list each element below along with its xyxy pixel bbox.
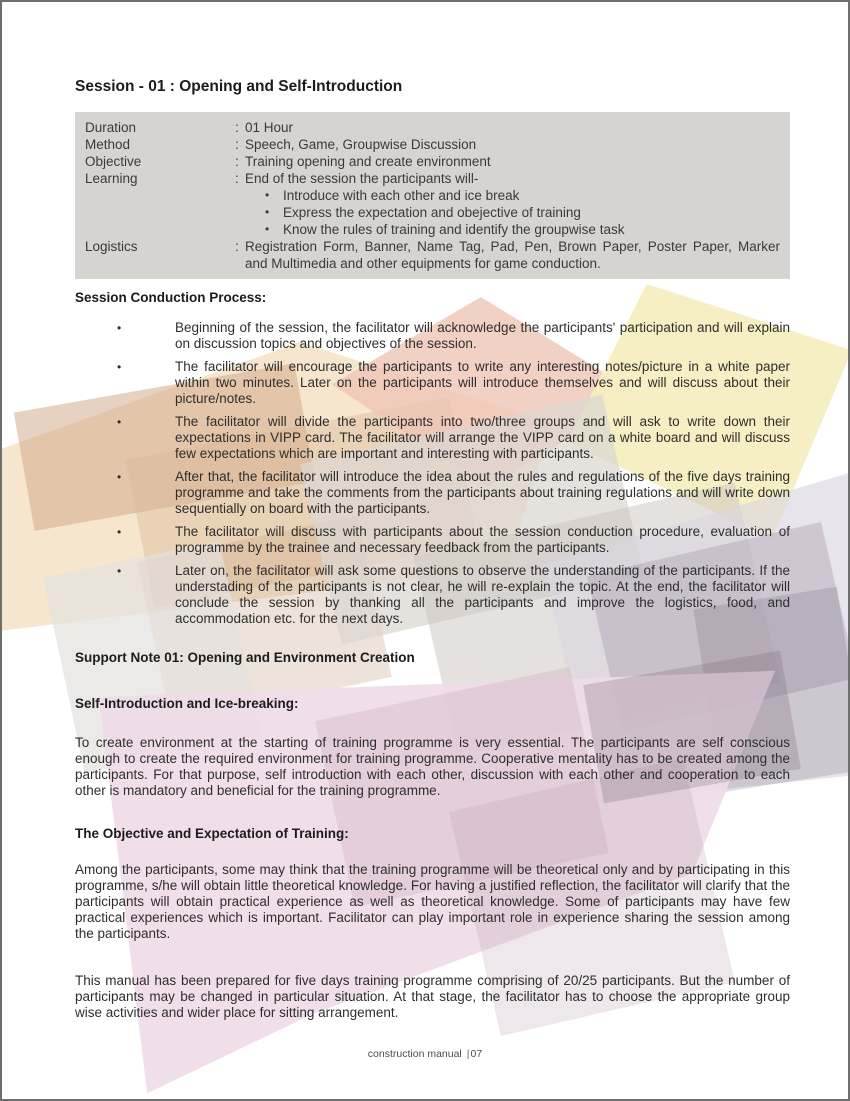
learning-bullet-item — [265, 221, 780, 238]
list-item — [75, 563, 790, 627]
footer-page-number: 07 — [470, 1048, 483, 1060]
list-item-text: The facilitator will encourage the participants to write any interesting notes/picture in a white paper within two minutes. Later on the participants will introduce themselves and will discuss about their picture/notes. — [175, 359, 790, 406]
colon-separator: : — [235, 171, 239, 186]
bullet-icon: • — [117, 470, 122, 484]
list-item — [75, 524, 790, 556]
list-item — [75, 414, 790, 462]
info-row-objective — [85, 153, 780, 170]
list-item — [75, 359, 790, 407]
conduction-process-heading: Session Conduction Process: — [75, 290, 267, 305]
info-value: Registration Form, Banner, Name Tag, Pad, Pen, Brown Paper, Poster Paper, Marker and Multimedia and other equipments for game conduction. — [245, 239, 780, 271]
info-value: End of the session the participants will- — [245, 171, 479, 186]
info-value: Training opening and create environment — [245, 154, 491, 169]
colon-separator: : — [235, 154, 239, 169]
support-note-heading: Support Note 01: Opening and Environment Creation — [75, 650, 415, 665]
colon-separator: : — [235, 239, 239, 254]
learning-bullet-text: Express the expectation and obejective of training — [283, 205, 581, 220]
list-item — [75, 320, 790, 352]
learning-bullet-text: Introduce with each other and ice break — [283, 188, 520, 203]
session-info-box — [75, 112, 790, 279]
colon-separator: : — [235, 137, 239, 152]
info-value: Speech, Game, Groupwise Discussion — [245, 137, 477, 152]
bullet-icon: • — [117, 415, 122, 429]
list-item — [75, 469, 790, 517]
info-label: Method — [85, 137, 131, 152]
info-row-method — [85, 136, 780, 153]
info-row-logistics — [85, 238, 780, 272]
list-item-text: The facilitator will divide the participants into two/three groups and will ask to write down their expectations in VIPP card. The facilitator will arrange the VIPP card on a white board and will discuss few expectations which are important and interesting with participants. — [175, 414, 790, 461]
page-footer — [0, 1048, 850, 1060]
info-row-learning — [85, 170, 780, 187]
info-row-duration — [85, 119, 780, 136]
conduction-process-list — [75, 320, 790, 634]
footer-separator: | — [466, 1048, 470, 1060]
objective-expectation-paragraph-1: Among the participants, some may think that the training programme will be theoretical only and by participating in this programme, s/he will obtain little theoretical knowledge. For having a justified reflection, the facilitator will clarify that the participants will obtain practical experience as well as theoretical knowledge. Some of participants may have few practical experiences which is important. Facilitator can play important role in experience sharing the session among the participants. — [75, 862, 790, 941]
ice-breaking-paragraph: To create environment at the starting of training programme is very essential. The participants are self conscious enough to create the required environment for training programme. Cooperative mentality has to be created among the participants. For that purpose, self introduction with each other, discussion with each other and cooperation to each other is mandatory and beneficial for the training programme. — [75, 735, 790, 798]
ice-breaking-heading: Self-Introduction and Ice-breaking: — [75, 696, 299, 711]
bullet-icon: • — [117, 564, 122, 578]
bullet-icon: • — [117, 525, 122, 539]
bullet-icon: • — [117, 321, 122, 335]
bullet-icon: • — [117, 360, 122, 374]
list-item-text: Beginning of the session, the facilitator will acknowledge the participants' participation and will explain on discussion topics and objectives of the session. — [175, 320, 790, 351]
list-item-text: The facilitator will discuss with participants about the session conduction procedure, evaluation of programme by the trainee and necessary feedback from the participants. — [175, 524, 790, 555]
list-item-text: After that, the facilitator will introduce the idea about the rules and regulations of the five days training programme and take the comments from the participants about training regulations and will write down sequentially on board with the participants. — [175, 469, 790, 516]
bullet-icon: • — [265, 205, 270, 219]
list-item-text: Later on, the facilitator will ask some questions to observe the understanding of the participants. If the understading of the participants is not clear, he will re-explain the topic. At the end, the facilitator will conclude the session by thanking all the participants and improve the logistics, food, and accommodation etc. for the next days. — [175, 563, 790, 626]
info-value: 01 Hour — [245, 120, 294, 135]
learning-bullet-item — [265, 187, 780, 204]
learning-bullet-text: Know the rules of training and identify the groupwise task — [283, 222, 625, 237]
info-label: Duration — [85, 120, 137, 135]
bullet-icon: • — [265, 188, 270, 202]
bullet-icon: • — [265, 222, 270, 236]
objective-expectation-heading: The Objective and Expectation of Training: — [75, 826, 349, 841]
footer-label: construction manual — [367, 1048, 462, 1060]
page-title: Session - 01 : Opening and Self-Introduction — [75, 78, 403, 95]
learning-bullet-item — [265, 204, 780, 221]
info-label: Logistics — [85, 239, 138, 254]
objective-expectation-paragraph-2: This manual has been prepared for five days training programme comprising of 20/25 participants. But the number of participants may be changed in particular situation. At that stage, the facilitator has to choose the appropriate group wise activities and wider place for sitting arrangement. — [75, 973, 790, 1020]
colon-separator: : — [235, 120, 239, 135]
info-label: Objective — [85, 154, 142, 169]
info-label: Learning — [85, 171, 138, 186]
